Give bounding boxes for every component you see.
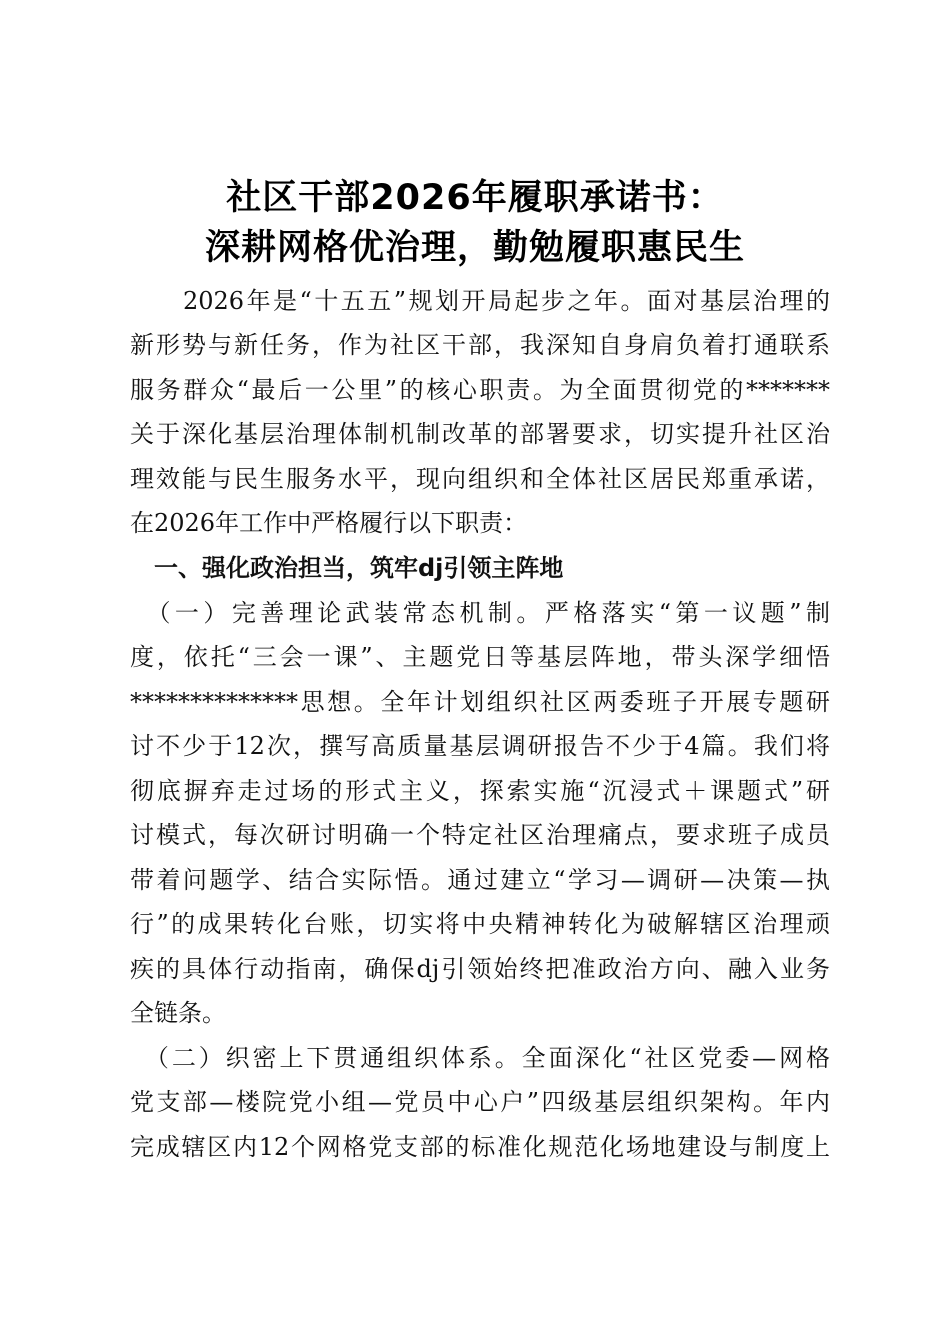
intro-line: 新形势与新任务，作为社区干部，我深知自身肩负着打通联系 <box>130 331 830 359</box>
paragraph-line: 全链条。 <box>130 999 226 1027</box>
paragraph-line: 彻底摒弃走过场的形式主义，探索实施“沉浸式＋课题式”研 <box>130 777 830 805</box>
paragraph-line: （二）织密上下贯通组织体系。全面深化“社区党委—网格 <box>130 1044 830 1072</box>
paragraph-line: 讨不少于12次，撰写高质量基层调研报告不少于4篇。我们将 <box>130 732 830 760</box>
section-heading: 一、强化政治担当，筑牢dj引领主阵地 <box>130 554 564 582</box>
paragraph-line: 疾的具体行动指南，确保dj引领始终把准政治方向、融入业务 <box>130 955 830 983</box>
intro-line: 理效能与民生服务水平，现向组织和全体社区居民郑重承诺， <box>130 465 830 493</box>
paragraph-line: 行”的成果转化台账，切实将中央精神转化为破解辖区治理顽 <box>130 910 830 938</box>
intro-line: 在2026年工作中严格履行以下职责： <box>130 509 528 537</box>
paragraph-line: 带着问题学、结合实际悟。通过建立“学习—调研—决策—执 <box>130 866 830 894</box>
paragraph-line: 完成辖区内12个网格党支部的标准化规范化场地建设与制度上 <box>130 1133 830 1161</box>
paragraph-line: （一）完善理论武装常态机制。严格落实“第一议题”制 <box>130 599 830 627</box>
intro-line: 服务群众“最后一公里”的核心职责。为全面贯彻党的******* <box>130 376 830 404</box>
paragraph-line: 讨模式，每次研讨明确一个特定社区治理痛点，要求班子成员 <box>130 821 830 849</box>
document-title: 社区干部2026年履职承诺书： <box>226 178 724 218</box>
document-subtitle: 深耕网格优治理，勤勉履职惠民生 <box>204 228 745 268</box>
intro-line: 关于深化基层治理体制机制改革的部署要求，切实提升社区治 <box>130 420 830 448</box>
paragraph-line: 党支部—楼院党小组—党员中心户”四级基层组织架构。年内 <box>130 1088 830 1116</box>
paragraph-line: 度，依托“三会一课”、主题党日等基层阵地，带头深学细悟 <box>130 643 830 671</box>
paragraph-line: **************思想。全年计划组织社区两委班子开展专题研 <box>130 688 830 716</box>
intro-line: 2026年是“十五五”规划开局起步之年。面对基层治理的 <box>130 287 830 315</box>
